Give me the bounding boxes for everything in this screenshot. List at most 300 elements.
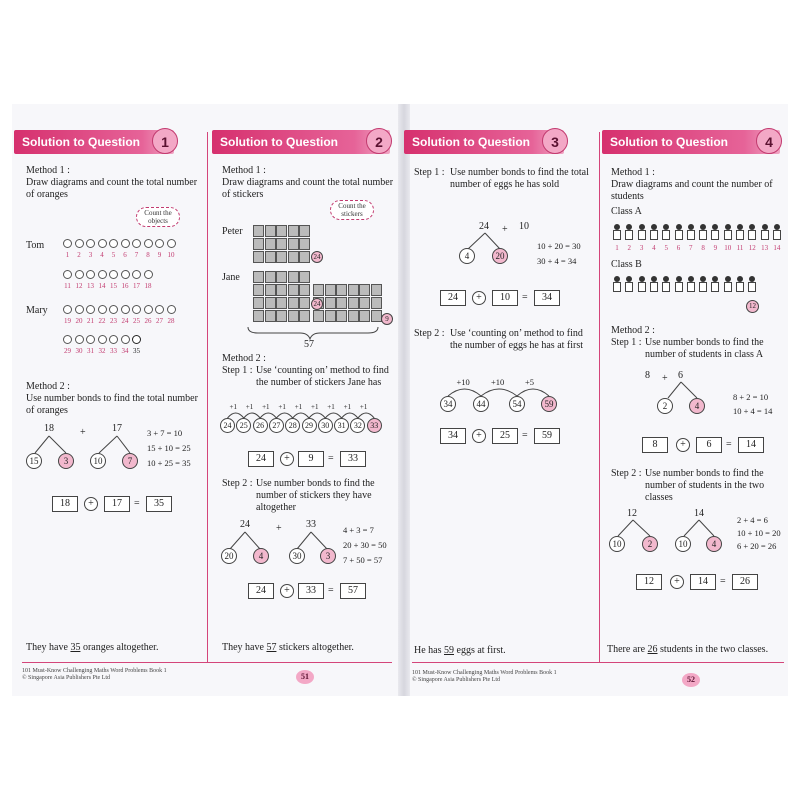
- student-body: [662, 230, 670, 240]
- bond-part: 4: [253, 548, 269, 564]
- equation-box: 9: [298, 451, 324, 467]
- sticker-icon: [288, 271, 299, 283]
- footer-copyright: © Singapore Asia Publishers Pte Ltd: [22, 675, 111, 681]
- orange-count: 4: [100, 251, 104, 259]
- orange-icon: [98, 239, 107, 248]
- equation-equals: =: [134, 498, 140, 509]
- sticker-icon: [265, 238, 276, 250]
- jump-label: +1: [294, 403, 303, 411]
- bond-part: 15: [26, 453, 42, 469]
- calc-line: 4 + 3 = 7: [343, 525, 374, 535]
- equation-equals: =: [328, 585, 334, 596]
- step-text: Use number bonds to find the number of students in class A: [645, 337, 764, 360]
- student-body: [687, 230, 695, 240]
- student-icon: [625, 224, 633, 240]
- student-icon: [675, 224, 683, 240]
- orange-count: 17: [133, 282, 140, 290]
- orange-icon: [109, 270, 118, 279]
- sticker-icon: [325, 297, 336, 309]
- bond-part: 4: [689, 398, 705, 414]
- calc-line: 7 + 50 = 57: [343, 555, 383, 565]
- bond-plus: +: [662, 373, 668, 384]
- hint-bubble: Count the objects: [136, 207, 180, 227]
- equation-box: 25: [492, 428, 518, 444]
- orange-count: 32: [98, 347, 106, 355]
- answer-text: students in the two classes.: [657, 644, 769, 655]
- bond-part: 4: [459, 248, 475, 264]
- sticker-icon: [253, 297, 264, 309]
- orange-count: 30: [75, 347, 83, 355]
- bond-part: 3: [58, 453, 74, 469]
- equation-box: 57: [340, 583, 366, 599]
- answer-text: He has: [414, 645, 444, 656]
- student-body: [711, 282, 719, 292]
- orange-count: 10: [167, 251, 175, 259]
- student-body: [613, 230, 621, 240]
- student-icon: [625, 276, 633, 292]
- equation-box: 35: [146, 496, 172, 512]
- orange-icon: [75, 305, 84, 314]
- student-icon: [748, 276, 756, 292]
- count-marker: 9: [381, 313, 393, 325]
- student-icon: [662, 276, 670, 292]
- footer-title: 101 Must-Know Challenging Maths Word Problems Book 1: [22, 668, 167, 674]
- student-count: 5: [664, 244, 668, 252]
- orange-count: 35: [133, 347, 140, 355]
- orange-count: 20: [75, 317, 83, 325]
- orange-icon: [86, 239, 95, 248]
- chain-node: 30: [318, 418, 333, 433]
- student-icon: [613, 224, 621, 240]
- sticker-icon: [265, 297, 276, 309]
- footer-title: 101 Must-Know Challenging Maths Word Problems Book 1: [412, 670, 557, 676]
- bond-plus: +: [276, 523, 282, 534]
- orange-count: 29: [64, 347, 71, 355]
- orange-count: 18: [144, 282, 152, 290]
- orange-count: 19: [64, 317, 71, 325]
- question-number-badge: 4: [756, 128, 782, 154]
- equation-plus: +: [472, 291, 486, 305]
- orange-icon: [86, 335, 95, 344]
- equation-plus: +: [670, 575, 684, 589]
- sticker-icon: [276, 225, 287, 237]
- chain-node: 31: [334, 418, 349, 433]
- solution-header-1: [14, 130, 174, 154]
- chain-node: 44: [473, 396, 489, 412]
- bond-top-left: 18: [44, 423, 54, 434]
- bond-top-left: 24: [479, 221, 489, 232]
- header-label: Solution to Question: [22, 135, 140, 149]
- orange-count: 6: [123, 251, 127, 259]
- orange-icon: [86, 305, 95, 314]
- orange-count: 24: [121, 317, 129, 325]
- sticker-icon: [371, 310, 382, 322]
- class-label-a: Class A: [611, 206, 642, 217]
- orange-count: 34: [121, 347, 129, 355]
- sticker-icon: [336, 284, 347, 296]
- orange-icon: [63, 305, 72, 314]
- calc-line: 20 + 30 = 50: [343, 540, 387, 550]
- question-number-badge: 1: [152, 128, 178, 154]
- student-body: [650, 282, 658, 292]
- equation-box: 8: [642, 437, 668, 453]
- equation-box: 26: [732, 574, 758, 590]
- student-icon: [711, 224, 719, 240]
- answer-text: eggs at first.: [454, 645, 506, 656]
- sticker-icon: [359, 284, 370, 296]
- chain-node: 59: [541, 396, 557, 412]
- sticker-icon: [276, 271, 287, 283]
- column-divider: [599, 132, 600, 662]
- orange-icon: [98, 305, 107, 314]
- sticker-icon: [371, 297, 382, 309]
- sticker-icon: [313, 310, 324, 322]
- orange-icon: [75, 335, 84, 344]
- equation-box: 34: [440, 428, 466, 444]
- total-label: 57: [304, 339, 314, 350]
- student-icon: [650, 224, 658, 240]
- count-marker: 24: [311, 251, 323, 263]
- sticker-icon: [299, 225, 310, 237]
- jump-label: +1: [262, 403, 270, 411]
- sticker-icon: [348, 284, 359, 296]
- step-label: Step 1 :: [611, 337, 642, 348]
- answer-sentence: [222, 642, 354, 653]
- jump-label: +10: [491, 377, 505, 387]
- orange-icon: [132, 305, 141, 314]
- method-text: Draw diagrams and count the number of students: [611, 179, 773, 202]
- student-body: [773, 230, 781, 240]
- equation-box: 24: [248, 583, 274, 599]
- orange-icon: [75, 270, 84, 279]
- jump-label: +1: [278, 403, 286, 411]
- calc-line: 10 + 4 = 14: [733, 406, 773, 416]
- student-count: 9: [713, 244, 718, 252]
- student-body: [699, 230, 707, 240]
- bond-part: 10: [609, 536, 625, 552]
- method-text: Use number bonds to find the total number of oranges: [26, 393, 198, 416]
- bond-top-right: 6: [678, 370, 683, 381]
- equation-equals: =: [522, 292, 528, 303]
- bond-part: 7: [122, 453, 138, 469]
- calc-line: 6 + 20 = 26: [737, 541, 777, 551]
- equation-box: 18: [52, 496, 78, 512]
- jump-label: +5: [525, 377, 535, 387]
- method-text: Draw diagrams and count the total number of stickers: [222, 177, 394, 200]
- student-body: [724, 230, 732, 240]
- equation-equals: =: [720, 576, 726, 587]
- student-count: 3: [639, 244, 644, 252]
- book-gutter: [398, 104, 410, 696]
- sticker-icon: [276, 238, 287, 250]
- bond-part: 2: [642, 536, 658, 552]
- orange-count: 5: [111, 251, 116, 259]
- student-icon: [687, 276, 695, 292]
- bond-top-right: 14: [694, 508, 704, 519]
- student-icon: [761, 224, 769, 240]
- student-body: [625, 230, 633, 240]
- page-number: 52: [682, 673, 700, 687]
- equation-plus: +: [280, 452, 294, 466]
- equation-plus: +: [676, 438, 690, 452]
- orange-icon: [98, 270, 107, 279]
- sticker-icon: [359, 310, 370, 322]
- column-divider: [207, 132, 208, 662]
- orange-count: 22: [98, 317, 106, 325]
- chain-node: 54: [509, 396, 525, 412]
- sticker-icon: [299, 238, 310, 250]
- sticker-icon: [253, 271, 264, 283]
- student-body: [675, 282, 683, 292]
- question-number-badge: 2: [366, 128, 392, 154]
- student-count: 11: [736, 244, 744, 252]
- sticker-icon: [253, 251, 264, 263]
- student-icon: [675, 276, 683, 292]
- orange-count: 27: [156, 317, 163, 325]
- equation-plus: +: [84, 497, 98, 511]
- jump-label: +1: [343, 403, 352, 411]
- calc-line: 10 + 20 = 30: [537, 241, 581, 251]
- student-body: [638, 230, 646, 240]
- student-count: 8: [701, 244, 705, 252]
- bond-top-left: 24: [240, 519, 250, 530]
- header-label: Solution to Question: [610, 135, 728, 149]
- orange-icon: [109, 335, 118, 344]
- equation-equals: =: [726, 439, 732, 450]
- count-marker: 24: [311, 298, 323, 310]
- equation-box: 34: [534, 290, 560, 306]
- orange-icon: [132, 239, 141, 248]
- orange-icon: [144, 239, 153, 248]
- jump-label: +1: [311, 403, 319, 411]
- calc-line: 10 + 25 = 35: [147, 458, 191, 468]
- chain-node: 25: [236, 418, 251, 433]
- sticker-icon: [348, 297, 359, 309]
- student-body: [761, 230, 769, 240]
- orange-count: 3: [88, 251, 93, 259]
- student-count: 2: [627, 244, 632, 252]
- row-label-tom: Tom: [26, 240, 45, 251]
- row-label-jane: Jane: [222, 272, 240, 283]
- sticker-icon: [253, 284, 264, 296]
- bond-plus: +: [502, 224, 508, 235]
- sticker-icon: [276, 284, 287, 296]
- jump-label: +1: [327, 403, 335, 411]
- orange-count: 7: [134, 251, 139, 259]
- chain-node: 27: [269, 418, 284, 433]
- student-body: [638, 282, 646, 292]
- calc-line: 30 + 4 = 34: [537, 256, 577, 266]
- student-icon: [638, 224, 646, 240]
- student-count: 12: [748, 244, 756, 252]
- orange-icon: [75, 239, 84, 248]
- chain-node: 32: [350, 418, 365, 433]
- method-label: Method 2 :: [222, 353, 266, 364]
- bond-top-left: 8: [645, 370, 650, 381]
- orange-icon: [132, 335, 141, 344]
- equation-box: 12: [636, 574, 662, 590]
- count-marker: 12: [746, 300, 759, 313]
- sticker-icon: [325, 310, 336, 322]
- answer-sentence: [607, 644, 768, 655]
- student-count: 1: [615, 244, 619, 252]
- hint-bubble: Count the stickers: [330, 200, 374, 220]
- step-label: Step 1 :: [414, 167, 445, 178]
- student-body: [699, 282, 707, 292]
- student-count: 7: [689, 244, 693, 252]
- step-text: Use number bonds to find the number of students in the two classes: [645, 468, 765, 503]
- orange-icon: [86, 270, 95, 279]
- answer-sentence: [26, 642, 158, 653]
- student-icon: [724, 224, 732, 240]
- orange-icon: [144, 305, 153, 314]
- orange-count: 14: [98, 282, 106, 290]
- method-label: Method 1 :: [26, 165, 70, 176]
- chain-node: 34: [440, 396, 456, 412]
- sticker-icon: [276, 310, 287, 322]
- header-label: Solution to Question: [220, 135, 338, 149]
- orange-count: 15: [110, 282, 117, 290]
- orange-icon: [144, 270, 153, 279]
- step-text: Use number bonds to find the number of stickers they have altogether: [256, 478, 375, 513]
- orange-count: 8: [146, 251, 150, 259]
- footer-rule: [22, 662, 392, 663]
- sticker-icon: [371, 284, 382, 296]
- equation-box: 24: [248, 451, 274, 467]
- row-label-mary: Mary: [26, 305, 48, 316]
- equation-box: 24: [440, 290, 466, 306]
- equation-box: 59: [534, 428, 560, 444]
- orange-icon: [167, 239, 176, 248]
- sticker-icon: [299, 297, 310, 309]
- footer-copyright: © Singapore Asia Publishers Pte Ltd: [412, 677, 501, 683]
- orange-count: 1: [65, 251, 70, 259]
- student-body: [748, 282, 756, 292]
- student-body: [613, 282, 621, 292]
- method-label: Method 2 :: [611, 325, 655, 336]
- sticker-icon: [299, 271, 310, 283]
- orange-count: 23: [110, 317, 117, 325]
- class-label-b: Class B: [611, 259, 642, 270]
- equation-box: 10: [492, 290, 518, 306]
- orange-icon: [167, 305, 176, 314]
- solution-header-2: [212, 130, 390, 154]
- equation-equals: =: [328, 453, 334, 464]
- answer-sentence: [414, 645, 506, 656]
- orange-count: 11: [64, 282, 71, 290]
- sticker-icon: [265, 225, 276, 237]
- page-number: 51: [296, 670, 314, 684]
- student-body: [711, 230, 719, 240]
- orange-icon: [63, 335, 72, 344]
- step-text: Use ‘counting on’ method to find the number of stickers Jane has: [256, 365, 389, 388]
- sticker-icon: [359, 297, 370, 309]
- answer-text: They have: [26, 642, 71, 653]
- sticker-icon: [313, 284, 324, 296]
- orange-icon: [155, 305, 164, 314]
- calc-line: 8 + 2 = 10: [733, 392, 769, 402]
- chain-node: 24: [220, 418, 235, 433]
- sticker-icon: [299, 310, 310, 322]
- bond-lines: [0, 0, 10, 10]
- bond-part: 30: [289, 548, 305, 564]
- equation-box: 6: [696, 437, 722, 453]
- orange-icon: [155, 239, 164, 248]
- bond-part: 2: [657, 398, 673, 414]
- answer-text: stickers altogether.: [276, 642, 354, 653]
- sticker-icon: [288, 225, 299, 237]
- bond-top-right: 33: [306, 519, 316, 530]
- orange-count: 13: [87, 282, 94, 290]
- method-label: Method 1 :: [611, 167, 655, 178]
- student-body: [736, 282, 744, 292]
- sticker-icon: [265, 271, 276, 283]
- sticker-icon: [288, 297, 299, 309]
- sticker-icon: [288, 251, 299, 263]
- bond-top-right: 10: [519, 221, 529, 232]
- orange-count: 2: [77, 251, 81, 259]
- question-number-badge: 3: [542, 128, 568, 154]
- student-body: [687, 282, 695, 292]
- bond-top-right: 17: [112, 423, 122, 434]
- answer-number: 26: [647, 644, 658, 655]
- student-body: [724, 282, 732, 292]
- equation-box: 17: [104, 496, 130, 512]
- orange-icon: [121, 239, 130, 248]
- orange-icon: [121, 335, 130, 344]
- calc-line: 3 + 7 = 10: [147, 428, 183, 438]
- student-icon: [650, 276, 658, 292]
- answer-text: oranges altogether.: [80, 642, 159, 653]
- header-label: Solution to Question: [412, 135, 530, 149]
- student-icon: [699, 224, 707, 240]
- calc-line: 10 + 10 = 20: [737, 528, 781, 538]
- orange-count: 9: [157, 251, 162, 259]
- answer-number: 35: [70, 642, 81, 653]
- step-label: Step 2 :: [222, 478, 253, 489]
- equation-plus: +: [280, 584, 294, 598]
- sticker-icon: [265, 251, 276, 263]
- student-icon: [613, 276, 621, 292]
- equation-box: 33: [298, 583, 324, 599]
- sticker-icon: [276, 251, 287, 263]
- student-icon: [711, 276, 719, 292]
- sticker-icon: [299, 251, 310, 263]
- bond-part: 10: [90, 453, 106, 469]
- footer-rule: [412, 662, 784, 663]
- solution-header-4: [602, 130, 780, 154]
- jump-label: +1: [245, 403, 254, 411]
- bond-plus: +: [80, 427, 86, 438]
- sticker-icon: [288, 238, 299, 250]
- answer-text: There are: [607, 644, 648, 655]
- calc-line: 2 + 4 = 6: [737, 515, 768, 525]
- solution-header-3: [404, 130, 564, 154]
- sticker-icon: [299, 284, 310, 296]
- student-icon: [748, 224, 756, 240]
- student-icon: [773, 224, 781, 240]
- student-body: [675, 230, 683, 240]
- student-body: [625, 282, 633, 292]
- student-count: 6: [676, 244, 681, 252]
- sticker-icon: [253, 310, 264, 322]
- orange-icon: [63, 239, 72, 248]
- orange-count: 12: [75, 282, 83, 290]
- chain-node: 29: [302, 418, 317, 433]
- bond-part: 20: [221, 548, 237, 564]
- step-label: Step 2 :: [611, 468, 642, 479]
- sticker-icon: [253, 225, 264, 237]
